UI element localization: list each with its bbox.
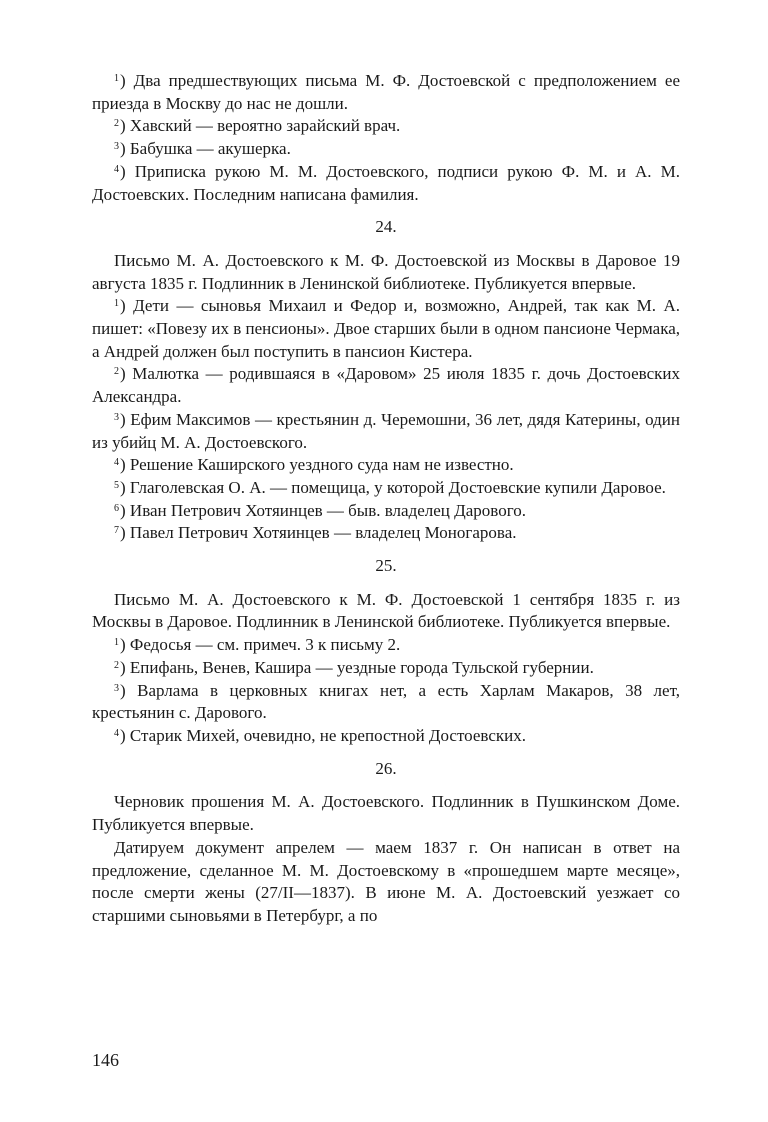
note-mark: 2 (114, 659, 119, 671)
note (92, 500, 680, 523)
section-number: 25. (375, 556, 397, 576)
footnotes-23 (92, 70, 680, 206)
note (92, 454, 680, 477)
note (92, 634, 680, 657)
note-text: ) Старик Михей, очевидно, не крепостной Достоевских. (120, 725, 527, 745)
note (92, 522, 680, 545)
section-24-notes (92, 295, 680, 545)
note-mark: 4 (114, 457, 119, 469)
section-intro: Письмо М. А. Достоевского к М. Ф. Достоевской 1 сентября 1835 г. из Москвы в Даровое. Подлинник в Ленинской библиотеке. Публикуется впервые. (92, 589, 680, 632)
note-text: ) Епифань, Венев, Кашира — уездные города Тульской губернии. (120, 657, 594, 677)
note-mark: 6 (114, 502, 119, 514)
note-mark: 3 (114, 411, 119, 423)
footnote-mark: 3 (114, 141, 119, 153)
note (92, 680, 680, 725)
footnote (92, 161, 680, 206)
footnote (92, 115, 680, 138)
note-text: ) Варлама в церковных книгах нет, а есть Харлам Макаров, 38 лет, крестьянин с. Дарового. (92, 680, 680, 723)
note-mark: 1 (114, 298, 119, 310)
footnote-text: ) Бабушка — акушерка. (120, 139, 291, 159)
section-body: Датируем документ апрелем — маем 1837 г. Он написан в ответ на предложение, сделанное М. М. Достоевскому в «прошедшем марте месяце», после смерти жены (27/II—1837). В июне М. А. Достоевский уезжает со старшими сыновьями в Петербург, а по (92, 837, 680, 925)
note-mark: 3 (114, 682, 119, 694)
note-text: ) Ефим Максимов — крестьянин д. Черемошни, 36 лет, дядя Катерины, один из убийц М. А. Достоевского. (92, 409, 680, 452)
footnote (92, 138, 680, 161)
note-text: ) Федосья — см. примеч. 3 к письму 2. (120, 635, 401, 655)
page-text (92, 70, 680, 928)
section-intro: Черновик прошения М. А. Достоевского. Подлинник в Пушкинском Доме. Публикуется впервые. (92, 792, 680, 835)
note (92, 363, 680, 408)
note-mark: 2 (114, 366, 119, 378)
footnote-text: ) Приписка рукою М. М. Достоевского, подписи рукою Ф. М. и А. М. Достоевских. Последним написана фамилия. (92, 161, 680, 204)
note (92, 725, 680, 748)
note (92, 477, 680, 500)
note-text: ) Павел Петрович Хотяинцев — владелец Моногарова. (120, 523, 517, 543)
note-mark: 5 (114, 479, 119, 491)
page-number: 146 (92, 1050, 119, 1070)
note (92, 295, 680, 363)
footnote-mark: 4 (114, 163, 119, 175)
note (92, 657, 680, 680)
note-text: ) Решение Каширского уездного суда нам не известно. (120, 455, 514, 475)
footnote-mark: 2 (114, 118, 119, 130)
note-text: ) Иван Петрович Хотяинцев — быв. владелец Дарового. (120, 500, 526, 520)
note-text: ) Малютка — родившаяся в «Даровом» 25 июля 1835 г. дочь Достоевских Александра. (92, 364, 680, 407)
section-25-notes (92, 634, 680, 748)
note-text: ) Дети — сыновья Михаил и Федор и, возможно, Андрей, так как М. А. пишет: «Повезу их в пенсионы». Двое старших были в одном пансионе Чермака, а Андрей должен был поступить в пансион Кистера. (92, 296, 680, 361)
section-number: 26. (375, 758, 397, 778)
note-mark: 7 (114, 525, 119, 537)
section-intro: Письмо М. А. Достоевского к М. Ф. Достоевской из Москвы в Даровое 19 августа 1835 г. Подлинник в Ленинской библиотеке. Публикуется впервые. (92, 250, 680, 293)
note-text: ) Глаголевская О. А. — помещица, у которой Достоевские купили Даровое. (120, 477, 666, 497)
footnote (92, 70, 680, 115)
footnote-text: ) Два предшествующих письма М. Ф. Достоевской с предположением ее приезда в Москву до нас не дошли. (92, 71, 680, 113)
footnote-mark: 1 (114, 73, 119, 84)
note-mark: 4 (114, 727, 119, 739)
footnote-text: ) Хавский — вероятно зарайский врач. (120, 116, 401, 136)
section-number: 24. (375, 217, 397, 237)
note-mark: 1 (114, 637, 119, 649)
note (92, 409, 680, 454)
